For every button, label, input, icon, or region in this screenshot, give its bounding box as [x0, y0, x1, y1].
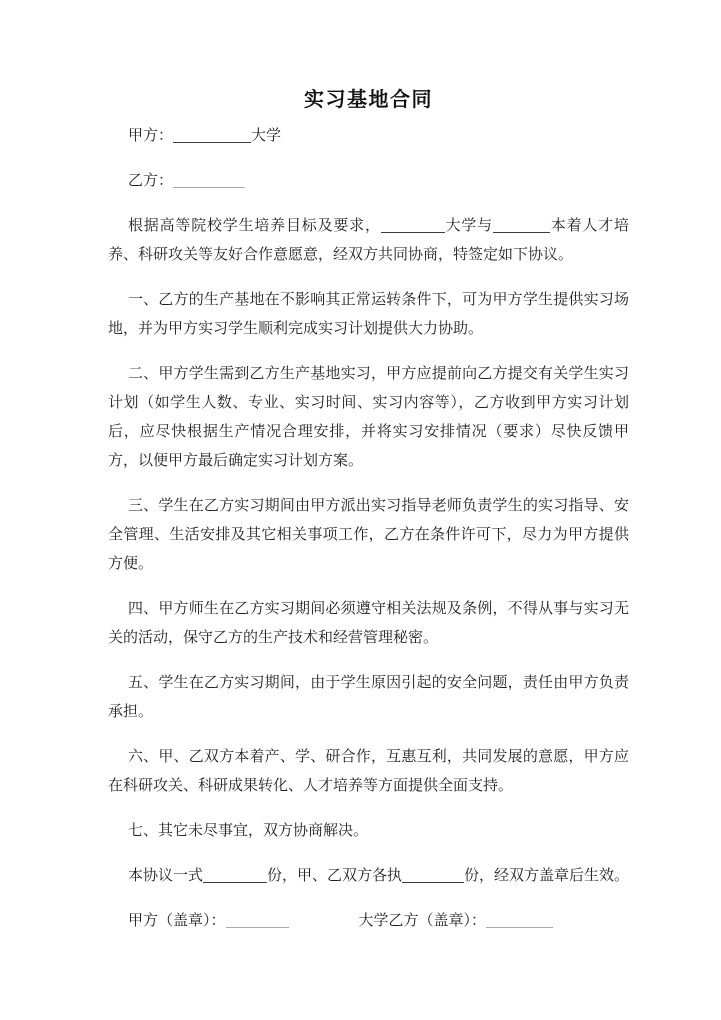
blank-underline — [402, 868, 464, 883]
blank-underline — [381, 218, 445, 233]
blank-underline — [173, 173, 245, 188]
clause-6 — [108, 743, 629, 801]
clause-5 — [108, 669, 629, 727]
blank-underline — [203, 868, 267, 883]
text-run: 七、其它未尽事宜，双方协商解决。 — [128, 823, 369, 839]
blank-underline — [173, 128, 251, 143]
text-run: 五、学生在乙方实习期间，由于学生原因引起的安全问题，责任由甲方负责承担。 — [108, 675, 629, 720]
clause-3 — [108, 492, 629, 579]
text-run: 甲方： — [128, 128, 174, 144]
text-run: 本着人才培养、科研攻关等友好合作意愿意，经双方共同协商，特签定如下协议。 — [108, 218, 629, 263]
paragraph-party-b — [108, 167, 629, 196]
paragraph-party-a — [108, 122, 629, 151]
clause-4 — [108, 595, 629, 653]
text-run: 大学与 — [444, 218, 493, 234]
text-run: 本协议一式 — [128, 868, 204, 884]
text-run: 大学乙方（盖章）： — [358, 913, 487, 929]
text-run: 六、甲、乙双方本着产、学、研合作，互惠互利，共同发展的意愿，甲方应在科研攻关、科研成果转化、人才培养等方面提供全面支持。 — [108, 749, 629, 794]
spacer — [289, 924, 359, 925]
text-run: 四、甲方师生在乙方实习期间必须遵守相关法规及条例，不得从事与实习无关的活动，保守乙方的生产技术和经营管理秘密。 — [108, 601, 629, 646]
text-run: 一、乙方的生产基地在不影响其正常运转条件下，可为甲方学生提供实习场地，并为甲方实习学生顺利完成实习计划提供大力协助。 — [108, 292, 629, 337]
text-run: 三、学生在乙方实习期间由甲方派出实习指导老师负责学生的实习指导、安全管理、生活安排及其它相关事项工作，乙方在条件许可下，尽力为甲方提供方便。 — [108, 498, 629, 572]
clause-1 — [108, 286, 629, 344]
clause-7 — [108, 817, 629, 846]
text-run: 大学 — [251, 128, 282, 144]
text-run: 二、甲方学生需到乙方生产基地实习，甲方应提前向乙方提交有关学生实习计划（如学生人数、专业、实习时间、实习内容等），乙方收到甲方实习计划后，应尽快根据生产情况合理安排，并将实习安排情况（要求）尽快反馈甲方，以便甲方最后确定实习计划方案。 — [108, 366, 629, 469]
paragraph-signatures — [108, 907, 629, 936]
text-run: 根据高等院校学生培养目标及要求， — [128, 218, 381, 234]
contract-document — [108, 88, 629, 936]
blank-underline — [486, 913, 553, 928]
text-run: 份，经双方盖章后生效。 — [464, 868, 630, 884]
text-run: 乙方： — [128, 173, 174, 189]
clause-2 — [108, 360, 629, 476]
blank-underline — [226, 913, 289, 928]
paragraph-preamble — [108, 212, 629, 270]
text-run: 份，甲、乙双方各执 — [267, 868, 403, 884]
document-title: 实习基地合同 — [304, 89, 433, 111]
paragraph-copies — [108, 862, 629, 891]
blank-underline — [493, 218, 550, 233]
document-body — [108, 122, 629, 936]
text-run: 甲方（盖章）： — [128, 913, 226, 929]
